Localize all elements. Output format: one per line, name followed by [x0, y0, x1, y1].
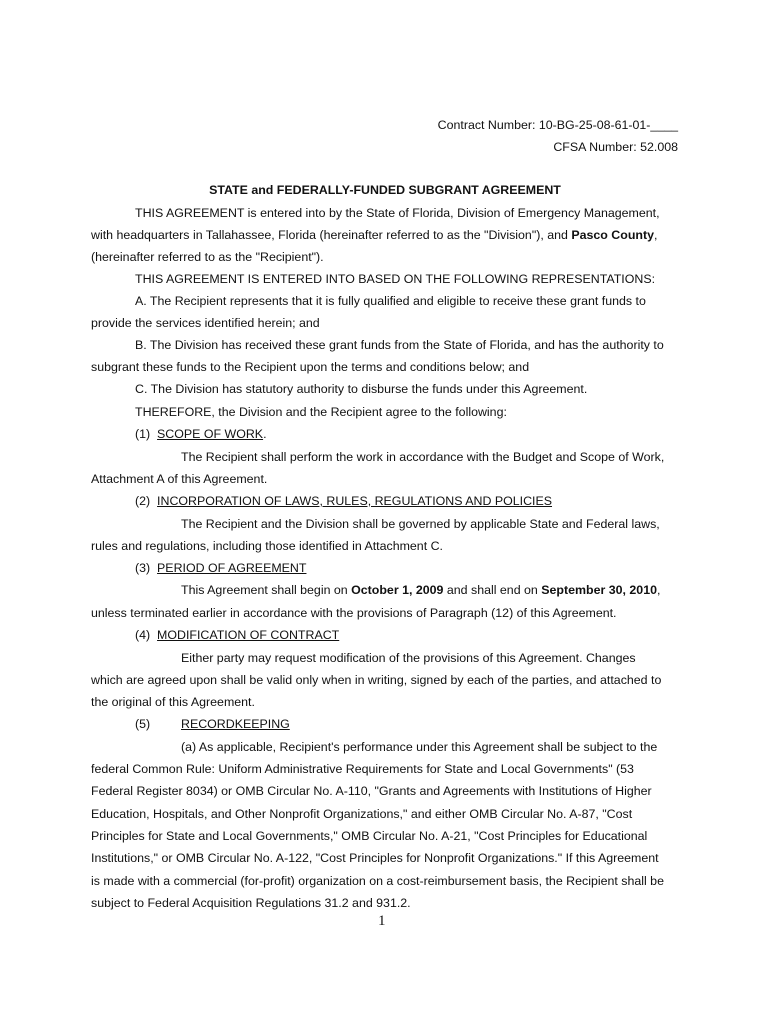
section-2-heading — [135, 493, 552, 509]
representations-heading: THIS AGREEMENT IS ENTERED INTO BASED ON THE FOLLOWING REPRESENTATIONS: — [135, 272, 656, 286]
recipient-name: Pasco County — [571, 228, 654, 242]
section-3-title: PERIOD OF AGREEMENT — [157, 561, 307, 575]
start-date: October 1, 2009 — [351, 583, 444, 597]
section-1-punct: . — [263, 427, 267, 441]
therefore-line: THEREFORE, the Division and the Recipient agree to the following: — [135, 405, 507, 419]
representation-a-line-2: provide the services identified herein; and — [91, 316, 320, 330]
section-5-title: RECORDKEEPING — [181, 717, 290, 731]
section-3-text-e: , — [656, 583, 661, 597]
representation-b-line-2: subgrant these funds to the Recipient upon the terms and conditions below; and — [91, 360, 530, 374]
section-5-line-5: Principles for State and Local Governments," OMB Circular No. A-21, "Cost Principles for Educational — [91, 829, 648, 843]
representation-b-line-1: B. The Division has received these grant funds from the State of Florida, and has the authority to — [135, 338, 664, 352]
end-date: September 30, 2010 — [541, 583, 657, 597]
section-4-heading — [135, 627, 339, 643]
contract-number: Contract Number: 10-BG-25-08-61-01-____ — [437, 118, 678, 132]
section-5-line-4: Education, Hospitals, and Other Nonprofit Organizations," and either OMB Circular No. A-87, "Cost — [91, 807, 633, 821]
section-1-line-2: Attachment A of this Agreement. — [91, 472, 268, 486]
section-5-line-8: subject to Federal Acquisition Regulations 31.2 and 931.2. — [91, 896, 411, 910]
section-2-line-1: The Recipient and the Division shall be governed by applicable State and Federal laws, — [181, 517, 660, 531]
representation-a-line-1: A. The Recipient represents that it is fully qualified and eligible to receive these grant funds to — [135, 294, 646, 308]
section-3-text-a: This Agreement shall begin on — [181, 583, 352, 597]
cfsa-number: CFSA Number: 52.008 — [553, 140, 678, 154]
intro-line-2 — [91, 227, 657, 243]
section-1-title: SCOPE OF WORK — [157, 427, 264, 441]
section-2-number: (2) — [135, 494, 151, 508]
intro-line-2-text: with headquarters in Tallahassee, Florida (hereinafter referred to as the "Division"), and — [91, 228, 572, 242]
page-title: STATE and FEDERALLY-FUNDED SUBGRANT AGREEMENT — [209, 183, 561, 197]
page-number: 1 — [378, 913, 386, 929]
section-4-line-3: the original of this Agreement. — [91, 695, 255, 709]
section-5-line-2: federal Common Rule: Uniform Administrative Requirements for State and Local Governments" (53 — [91, 762, 634, 776]
section-4-number: (4) — [135, 628, 151, 642]
section-3-heading — [135, 560, 306, 576]
section-4-line-2: which are agreed upon shall be valid only when in writing, signed by each of the parties, and attached to — [91, 673, 662, 687]
section-1-number: (1) — [135, 427, 151, 441]
section-3-number: (3) — [135, 561, 151, 575]
section-5-line-1: (a) As applicable, Recipient's performance under this Agreement shall be subject to the — [181, 740, 658, 754]
intro-line-3: (hereinafter referred to as the "Recipient"). — [91, 250, 324, 264]
intro-line-1: THIS AGREEMENT is entered into by the State of Florida, Division of Emergency Management, — [135, 206, 660, 220]
section-2-title: INCORPORATION OF LAWS, RULES, REGULATIONS AND POLICIES — [157, 494, 553, 508]
section-4-line-1: Either party may request modification of the provisions of this Agreement. Changes — [181, 651, 636, 665]
section-5-line-6: Institutions," or OMB Circular No. A-122, "Cost Principles for Nonprofit Organizations." If this Agreement — [91, 851, 659, 865]
section-3-line-1 — [181, 582, 660, 598]
section-2-line-2: rules and regulations, including those identified in Attachment C. — [91, 539, 443, 553]
section-5-line-3: Federal Register 8034) or OMB Circular No. A-110, "Grants and Agreements with Institutions of Higher — [91, 784, 652, 798]
section-3-line-2: unless terminated earlier in accordance with the provisions of Paragraph (12) of this Agreement. — [91, 606, 617, 620]
intro-line-2-punct: , — [653, 228, 658, 242]
section-1-line-1: The Recipient shall perform the work in accordance with the Budget and Scope of Work, — [181, 450, 665, 464]
section-4-title: MODIFICATION OF CONTRACT — [157, 628, 340, 642]
section-1-heading — [135, 426, 267, 442]
section-5-line-7: is made with a commercial (for-profit) organization on a cost-reimbursement basis, the Recipient shall be — [91, 874, 664, 888]
representation-c-line-1: C. The Division has statutory authority to disburse the funds under this Agreement. — [135, 382, 588, 396]
section-5-number: (5) — [135, 717, 151, 731]
section-3-text-c: and shall end on — [443, 583, 542, 597]
